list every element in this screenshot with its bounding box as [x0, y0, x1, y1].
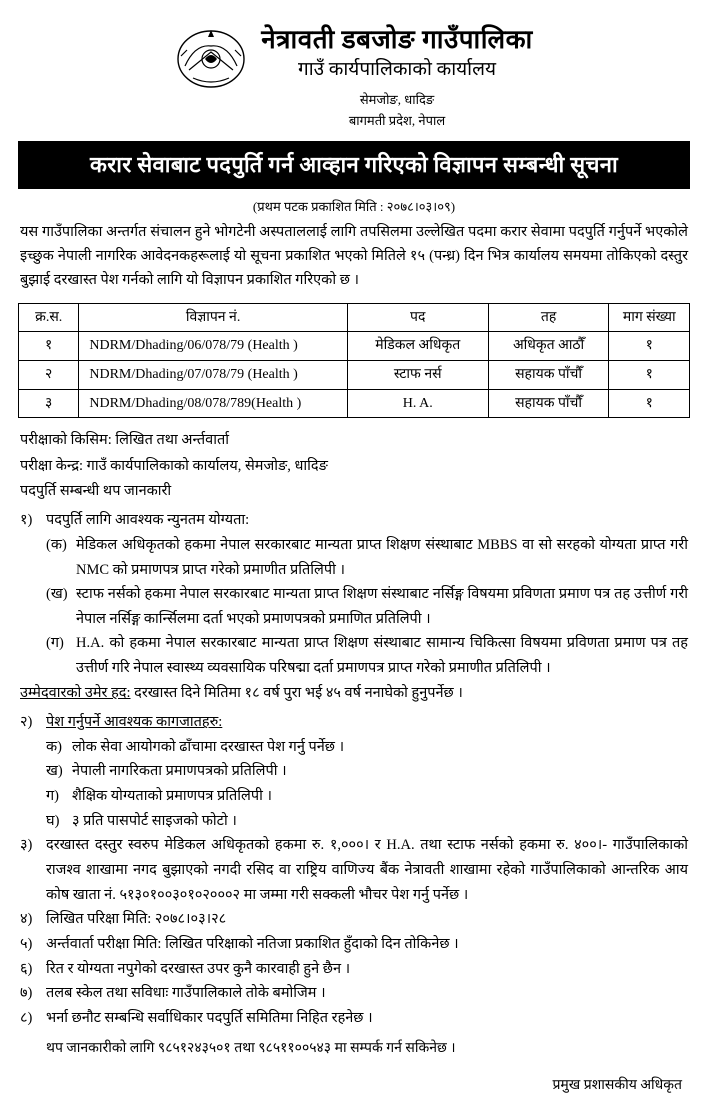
publish-date: (प्रथम पटक प्रकाशित मिति : २०७८।०३।०९)	[252, 198, 456, 214]
intro-paragraph: यस गाउँपालिका अन्तर्गत संचालन हुने भोगटेनी अस्पताललाई लागि तपसिलमा उल्लेखित पदमा करार सेवामा पदपुर्ति गर्नुपर्ने भएकोले इच्छुक नेपाली नागरिक आवेदनकहरूलाई यो सूचना प्रकाशित भएको मितिले १५ (पन्ध्र) दिन भित्र कार्यालय समयमा तोकिएको दस्तुर बुझाई दरखास्त पेश गर्नको लागि यो विज्ञापन प्रकाशित गरिएको छ ।	[20, 223, 688, 288]
column-header-sn: क्र.स.	[19, 303, 79, 332]
cell-post: स्टाफ नर्स	[347, 360, 488, 389]
notice-clause-mark: ८)	[20, 1009, 33, 1026]
vacancy-table	[18, 303, 690, 418]
cell-vacancies: १	[609, 332, 690, 361]
notice-clause-mark: ५)	[20, 935, 33, 952]
qualification-item-mark: (ग)	[46, 635, 64, 652]
qualification-item	[46, 533, 688, 582]
document-item-text: ३ प्रति पासपोर्ट साइजको फोटो ।	[72, 812, 237, 829]
cell-level: सहायक पाँचौँ	[488, 389, 609, 418]
contact-line: थप जानकारीको लागि ९८५१२४३५०१ तथा ९८५११००५४३ मा सम्पर्क गर्न सकिनेछ ।	[46, 1041, 456, 1057]
cell-vacancies: १	[609, 389, 690, 418]
notice-clause	[20, 932, 688, 957]
table-header-row	[19, 303, 690, 332]
column-header-level: तह	[488, 303, 609, 332]
document-item	[46, 759, 688, 784]
qualification-item	[46, 582, 688, 631]
document-item-mark: क)	[46, 738, 62, 755]
cell-sn: ३	[19, 389, 79, 418]
column-header-post: पद	[347, 303, 488, 332]
notice-clause-mark: ३)	[20, 837, 33, 854]
section-2-heading: पेश गर्नुपर्ने आवश्यक कागजातहरु:	[46, 714, 223, 731]
qualification-item-text: मेडिकल अधिकृतको हकमा नेपाल सरकारबाट मान्यता प्राप्त शिक्षण संस्थाबाट MBBS वा सो सरहको योग्यता प्राप्त गरी NMC को प्रमाणपत्र प्राप्त गरेको प्रमाणीत प्रतिलिपी ।	[76, 536, 688, 578]
notice-clause-text: अर्न्तवार्ता परीक्षा मिति: लिखित परिक्षाको नतिजा प्रकाशित हुँदाको दिन तोकिनेछ ।	[46, 935, 459, 952]
notice-clause-mark: ४)	[20, 911, 33, 928]
section-2-mark: २)	[20, 714, 33, 731]
column-header-advertisement-no: विज्ञापन नं.	[79, 303, 347, 332]
notice-clause-mark: ७)	[20, 985, 33, 1002]
document-item-text: शैक्षिक योग्यताको प्रमाणपत्र प्रतिलिपी ।	[72, 788, 272, 805]
cell-advertisement-no: NDRM/Dhading/08/078/789(Health )	[79, 389, 347, 418]
document-item	[46, 809, 688, 834]
column-header-vacancies: माग संख्या	[609, 303, 690, 332]
section-1	[20, 508, 688, 533]
document-item-text: नेपाली नागरिकता प्रमाणपत्रको प्रतिलिपी ।	[72, 763, 287, 780]
age-limit-label: उम्मेदवारको उमेर हद:	[20, 684, 131, 701]
cell-vacancies: १	[609, 360, 690, 389]
cell-level: सहायक पाँचौँ	[488, 360, 609, 389]
notice-clause-text: भर्ना छनौट सम्बन्धि सर्वाधिकार पदपुर्ति समितिमा निहित रहनेछ ।	[46, 1009, 373, 1026]
document-item-mark: ख)	[46, 763, 63, 780]
cell-post: H. A.	[347, 389, 488, 418]
table-row	[19, 360, 690, 389]
exam-center-line: परीक्षा केन्द्र: गाउँ कार्यपालिकाको कार्यालय, सेमजोङ, धादिङ	[20, 457, 328, 474]
section-1-heading: पदपुर्ति लागि आवश्यक न्युनतम योग्यता:	[46, 512, 250, 529]
notice-clause-text: तलब स्केल तथा सविधाः गाउँपालिकाले तोके बमोजिम ।	[46, 985, 326, 1002]
organization-office: गाउँ कार्यपालिकाको कार्यालय	[298, 59, 496, 81]
cell-advertisement-no: NDRM/Dhading/07/078/79 (Health )	[79, 360, 347, 389]
qualification-item	[46, 631, 688, 680]
organization-block	[261, 24, 533, 129]
notice-title: करार सेवाबाट पदपुर्ति गर्न आव्हान गरिएको विज्ञापन सम्बन्धी सूचना	[18, 141, 690, 189]
organization-name: नेत्रावती डबजोङ गाउँपालिका	[261, 25, 533, 54]
cell-post: मेडिकल अधिकृत	[347, 332, 488, 361]
notice-clause	[20, 1006, 688, 1031]
qualification-item-text: H.A. को हकमा नेपाल सरकारबाट मान्यता प्राप्त शिक्षण संस्थाबाट सामान्य चिकित्सा विषयमा प्रविणता प्रमाण पत्र तह उत्तीर्ण गरि नेपाल स्वास्थ्य व्यवसायिक परिषद्मा दर्ता प्रमाणपत्र प्राप्त गरेको प्रमाणीत प्रतिलिपी ।	[76, 635, 688, 677]
qualification-item-mark: (ख)	[46, 586, 68, 603]
section-2	[20, 710, 688, 735]
signature-title: प्रमुख प्रशासकीय अधिकृत	[552, 1077, 682, 1093]
table-row	[19, 389, 690, 418]
cell-advertisement-no: NDRM/Dhading/06/078/79 (Health )	[79, 332, 347, 361]
organization-address-line1: सेमजोङ, धादिङ	[359, 91, 435, 107]
nepal-government-emblem-icon	[175, 26, 247, 92]
notice-clause-text: रित र योग्यता नपुगेको दरखास्त उपर कुनै कारवाही हुने छैन ।	[46, 960, 351, 977]
cell-level: अधिकृत आठौँ	[488, 332, 609, 361]
document-item-mark: ग)	[46, 788, 59, 805]
document-item-text: लोक सेवा आयोगको ढाँचामा दरखास्त पेश गर्नु पर्नेछ ।	[72, 738, 345, 755]
cell-sn: १	[19, 332, 79, 361]
qualification-item-mark: (क)	[46, 536, 67, 553]
notice-clause	[20, 907, 688, 932]
exam-type-line: परीक्षाको किसिम: लिखित तथा अर्न्तवार्ता	[20, 432, 230, 449]
cell-sn: २	[19, 360, 79, 389]
table-row	[19, 332, 690, 361]
more-info-heading: पदपुर्ति सम्बन्धी थप जानकारी	[20, 482, 172, 499]
section-1-mark: १)	[20, 512, 33, 529]
notice-clause-text: दरखास्त दस्तुर स्वरुप मेडिकल अधिकृतको हकमा रु. १,०००। र H.A. तथा स्टाफ नर्सको हकमा रु. ४००।- गाउँपालिकाको राजश्व शाखामा नगद बुझाएको नगदी रसिद वा राष्ट्रिय वाणिज्य बैंक नेत्रावती शाखामा रहेको गाउँपालिकाको आन्तरिक आय कोष खाता नं. ५१३०१००३०१०२०००२ मा जम्मा गरी सक्कली भौचर पेश गर्नु पर्नेछ ।	[46, 837, 688, 903]
age-limit-line	[20, 681, 688, 706]
document-item-mark: घ)	[46, 812, 60, 829]
notice-clause	[20, 957, 688, 982]
age-limit-text: दरखास्त दिने मितिमा १८ वर्ष पुरा भई ४५ वर्ष ननाघेको हुनुपर्नेछ ।	[130, 684, 463, 701]
document-header	[18, 24, 690, 129]
notice-clause	[20, 833, 688, 907]
document-item	[46, 735, 688, 760]
organization-address-line2: बागमती प्रदेश, नेपाल	[348, 112, 446, 128]
notice-clause-text: लिखित परिक्षा मिति: २०७८।०३।२८	[46, 911, 227, 928]
notice-clause-mark: ६)	[20, 960, 33, 977]
document-item	[46, 784, 688, 809]
qualification-item-text: स्टाफ नर्सको हकमा नेपाल सरकारबाट मान्यता प्राप्त शिक्षण संस्थाबाट नर्सिङ्ग विषयमा प्रविणता प्रमाण पत्र तह उत्तीर्ण गरी नेपाल नर्सिङ्ग कार्न्सिलमा दर्ता भएको प्रमाणपत्रको प्रमाणित प्रतिलिपी ।	[76, 586, 688, 627]
notice-clause	[20, 981, 688, 1006]
